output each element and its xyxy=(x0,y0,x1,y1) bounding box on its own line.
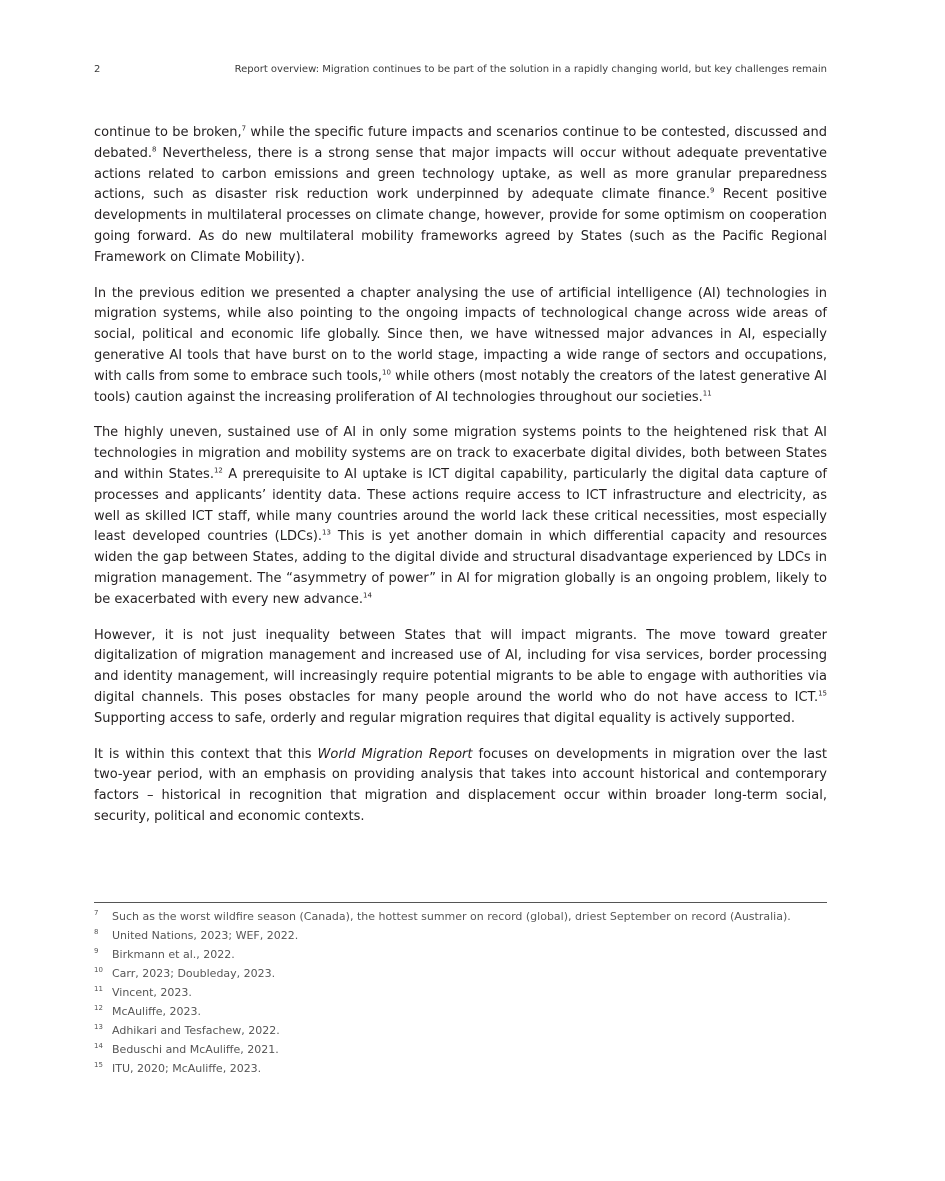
footnote-number: 11 xyxy=(94,985,103,993)
text-run: The highly uneven, sustained use of AI in only some migration systems points to the heightened risk that AI technologies in migration and mobility systems are on track to exacerbate digital divides, both between States and within States. xyxy=(94,425,827,482)
footnote-ref: 15 xyxy=(818,689,827,698)
text-run: A prerequisite to AI uptake is ICT digital capability, particularly the digital data capture of processes and applicants’ identity data. These actions require access to ICT infrastructure and electricity, as well as skilled ICT staff, while many countries around the world lack these critical necessities, most especially least developed countries (LDCs). xyxy=(94,466,827,545)
footnote xyxy=(94,1004,827,1023)
footnote-ref: 12 xyxy=(213,466,223,475)
footnote-text: ITU, 2020; McAuliffe, 2023. xyxy=(112,1062,262,1075)
footnote-text: Such as the worst wildfire season (Canada), the hottest summer on record (global), driest September on record (Australia). xyxy=(112,910,791,923)
page-header xyxy=(94,64,827,78)
text-run: while the specific future impacts and scenarios continue to be contested, discussed and debated. xyxy=(94,125,827,161)
footnote-ref: 7 xyxy=(241,124,247,133)
footnote-text: United Nations, 2023; WEF, 2022. xyxy=(112,929,299,942)
footnote-text: Adhikari and Tesfachew, 2022. xyxy=(112,1024,280,1037)
text-run: However, it is not just inequality between States that will impact migrants. The move toward greater digitalization of migration management and increased use of AI, including for visa services, border processing and identity management, will increasingly require potential migrants to be able to engage with authorities via digital channels. This poses obstacles for many people around the world who do not have access to ICT. xyxy=(94,627,827,705)
footnotes xyxy=(94,909,827,1080)
footnote-text: Birkmann et al., 2022. xyxy=(112,948,235,961)
footnote-ref: 10 xyxy=(382,368,391,377)
footnote-number: 12 xyxy=(94,1004,103,1012)
footnote-ref: 8 xyxy=(151,145,157,154)
footnote-number: 10 xyxy=(94,966,103,974)
footnote-ref: 13 xyxy=(322,529,331,538)
text-run: continue to be broken, xyxy=(94,125,242,140)
text-run: In the previous edition we presented a chapter analysing the use of artificial intelligence (AI) technologies in migration systems, while also pointing to the ongoing impacts of technological change across wide areas of social, political and economic life globally. Since then, we have witnessed major advances in AI, especially generative AI tools that have burst on to the world stage, impacting a wide range of sectors and occupations, with calls from some to embrace such tools, xyxy=(94,285,827,384)
footnote-number: 13 xyxy=(94,1023,103,1031)
paragraph xyxy=(94,284,827,409)
footnote-number: 8 xyxy=(94,928,99,936)
text-run: Supporting access to safe, orderly and regular migration requires that digital equality is actively supported. xyxy=(94,710,796,726)
footnote xyxy=(94,1023,827,1042)
footnote-number: 14 xyxy=(94,1042,103,1050)
paragraph xyxy=(94,626,827,730)
footnote xyxy=(94,966,827,985)
footnote-text: McAuliffe, 2023. xyxy=(112,1005,201,1018)
text-run: Recent positive developments in multilateral processes on climate change, however, provide for some optimism on cooperation going forward. As do new multilateral mobility frameworks agreed by States (such as the Pacific Regional Framework on Climate Mobility). xyxy=(94,187,827,265)
footnote xyxy=(94,985,827,1004)
paragraph xyxy=(94,745,827,828)
footnote xyxy=(94,1061,827,1080)
page-number: 2 xyxy=(94,64,101,75)
footnote-number: 15 xyxy=(94,1061,103,1069)
running-head: Report overview: Migration continues to be part of the solution in a rapidly changing world, but key challenges remain xyxy=(234,64,827,75)
footnote xyxy=(94,928,827,947)
footnote-text: Carr, 2023; Doubleday, 2023. xyxy=(112,967,276,980)
footnote-number: 9 xyxy=(94,947,99,955)
paragraph xyxy=(94,423,827,610)
footnote-divider xyxy=(94,902,827,903)
text-run: focuses on developments in migration over the last two-year period, with an emphasis on providing analysis that takes into account historical and contemporary factors – historical in recognition that migration and displacement occur within broader long-term social, security, political and economic contexts. xyxy=(94,746,827,824)
text-run: This is yet another domain in which differential capacity and resources widen the gap between States, adding to the digital divide and structural disadvantage experienced by LDCs in migration management. The “asymmetry of power” in AI for migration globally is an ongoing problem, likely to be exacerbated with every new advance. xyxy=(94,529,827,607)
footnote xyxy=(94,909,827,928)
footnote-ref: 14 xyxy=(362,591,372,600)
footnote-text: Beduschi and McAuliffe, 2021. xyxy=(112,1043,279,1056)
body-text xyxy=(94,123,827,843)
footnote xyxy=(94,1042,827,1061)
text-run: while others (most notably the creators of the latest generative AI tools) caution against the increasing proliferation of AI technologies throughout our societies. xyxy=(94,368,827,405)
text-run: It is within this context that this xyxy=(94,746,318,762)
footnote-ref: 11 xyxy=(702,389,712,398)
footnote xyxy=(94,947,827,966)
text-run: Nevertheless, there is a strong sense that major impacts will occur without adequate preventative actions related to carbon emissions and green technology uptake, as well as more granular preparedness actions, such as disaster risk reduction work underpinned by adequate climate finance. xyxy=(94,145,827,203)
paragraph xyxy=(94,123,827,269)
footnote-text: Vincent, 2023. xyxy=(112,986,192,999)
italic-text: World Migration Report xyxy=(317,746,473,762)
footnote-ref: 9 xyxy=(709,187,715,196)
footnote-number: 7 xyxy=(94,909,99,917)
